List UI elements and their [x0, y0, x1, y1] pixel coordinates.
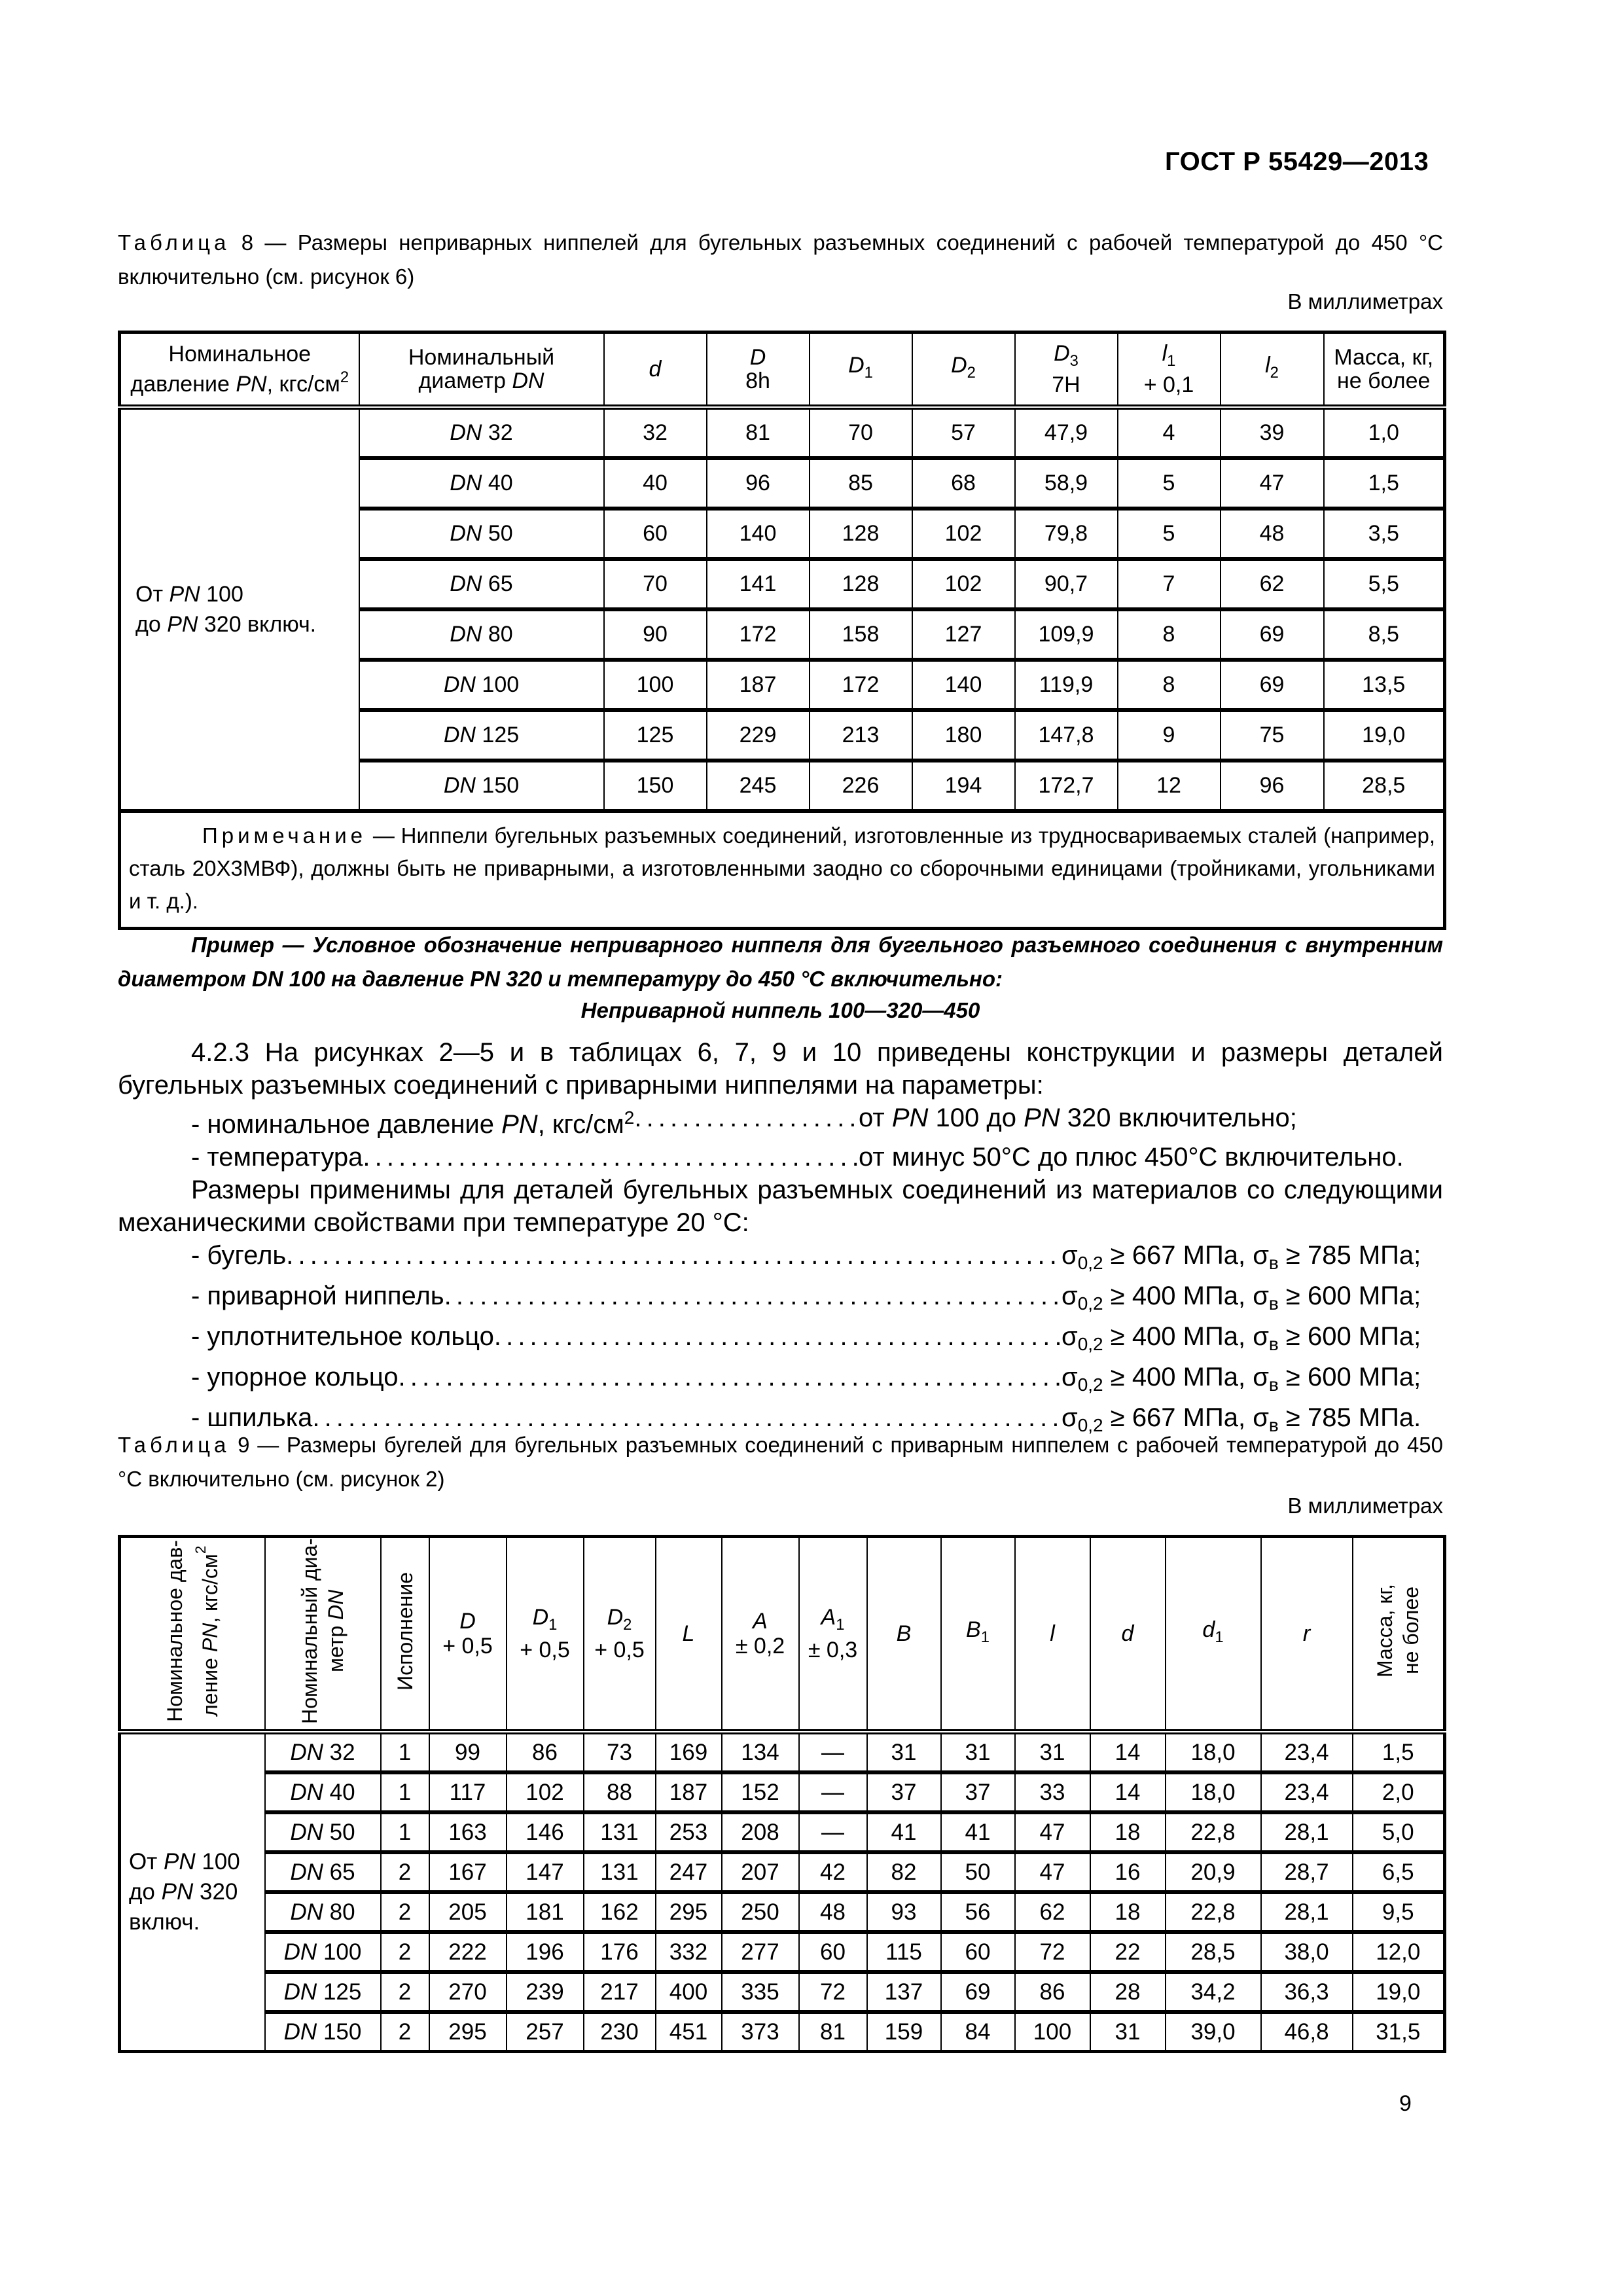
cell-variant: 1	[381, 1812, 429, 1852]
cell-d: 90	[604, 609, 707, 660]
table9-header-L: L	[656, 1537, 722, 1732]
cell-r: 23,4	[1261, 1732, 1353, 1772]
table8-caption-text: — Размеры неприварных ниппелей для бугельных разъемных соединений с рабочей температурой до 450 °С включительно (см. рисунок 6)	[118, 230, 1443, 289]
cell-mass: 13,5	[1324, 660, 1445, 710]
cell-l2: 47	[1221, 458, 1324, 509]
cell-A1: 60	[799, 1932, 867, 1972]
table8-note-row	[120, 811, 1445, 929]
cell-B1: 84	[941, 2012, 1015, 2052]
cell-A: 207	[722, 1852, 799, 1892]
cell-D2: 131	[584, 1852, 656, 1892]
cell-D: 187	[707, 660, 810, 710]
table8-pressure-group: От PN 100 до PN 320 включ.	[120, 407, 359, 811]
cell-D2: 162	[584, 1892, 656, 1932]
cell-mass: 19,0	[1353, 1972, 1445, 2012]
cell-d1: 22,8	[1166, 1892, 1261, 1932]
material-item: - шпилька . . . $\sigma_{0,2} \ge 667$ МПа, $\sigma_в \ge 785$ МПа.	[118, 1401, 1443, 1442]
table-row	[120, 1932, 1445, 1972]
cell-l2: 96	[1221, 761, 1324, 811]
cell-B1: 56	[941, 1892, 1015, 1932]
table8-header-D2: $D_2$	[912, 332, 1015, 408]
cell-l2: 62	[1221, 559, 1324, 609]
cell-l: 47	[1015, 1852, 1090, 1892]
cell-variant: 2	[381, 1892, 429, 1932]
table8-caption-number: 8	[241, 230, 254, 255]
cell-dn: DN 32	[265, 1732, 381, 1772]
cell-B: 137	[867, 1972, 941, 2012]
cell-D3: 172,7	[1015, 761, 1118, 811]
cell-d1: 39,0	[1166, 2012, 1261, 2052]
table9-header-r: r	[1261, 1537, 1353, 1732]
cell-A: 335	[722, 1972, 799, 2012]
table9-caption-label: Таблица	[118, 1433, 230, 1457]
cell-D1: 70	[810, 407, 912, 458]
cell-A1: 48	[799, 1892, 867, 1932]
cell-l2: 39	[1221, 407, 1324, 458]
table8-header-pn: Номинальное давление PN, кгс/$см^2$	[120, 332, 359, 408]
table-row	[120, 407, 1445, 458]
cell-D: 229	[707, 710, 810, 761]
cell-L: 400	[656, 1972, 722, 2012]
note-label: Примечание	[202, 823, 367, 848]
cell-D: 172	[707, 609, 810, 660]
cell-B1: 37	[941, 1772, 1015, 1812]
cell-d: 100	[604, 660, 707, 710]
cell-D: 140	[707, 509, 810, 559]
cell-D: 96	[707, 458, 810, 509]
table9-header-row	[120, 1537, 1445, 1732]
cell-D: 222	[429, 1932, 507, 1972]
cell-l2: 69	[1221, 609, 1324, 660]
cell-mass: 28,5	[1324, 761, 1445, 811]
material-item: - бугель . . . $\sigma_{0,2} \ge 667$ МПа, $\sigma_в \ge 785$ МПа;	[118, 1239, 1443, 1280]
cell-D1: 86	[507, 1732, 584, 1772]
cell-dn: DN 150	[359, 761, 604, 811]
cell-d: 22	[1090, 1932, 1166, 1972]
cell-D2: 217	[584, 1972, 656, 2012]
cell-dn: DN 65	[265, 1852, 381, 1892]
cell-r: 36,3	[1261, 1972, 1353, 2012]
cell-variant: 1	[381, 1732, 429, 1772]
cell-l1: 7	[1118, 559, 1221, 609]
cell-mass: 9,5	[1353, 1892, 1445, 1932]
cell-l2: 48	[1221, 509, 1324, 559]
example-text: Пример — Условное обозначение неприварного ниппеля для бугельного разъемного соединения с внутренним диаметром DN 100 на давление PN 320 и температуру до 450 °С включительно:	[118, 933, 1443, 991]
cell-D1: 196	[507, 1932, 584, 1972]
cell-dn: DN 80	[359, 609, 604, 660]
cell-D2: 230	[584, 2012, 656, 2052]
cell-l1: 12	[1118, 761, 1221, 811]
cell-d1: 34,2	[1166, 1972, 1261, 2012]
cell-d: 28	[1090, 1972, 1166, 2012]
cell-D3: 47,9	[1015, 407, 1118, 458]
cell-d1: 28,5	[1166, 1932, 1261, 1972]
cell-l1: 8	[1118, 660, 1221, 710]
cell-D2: 68	[912, 458, 1015, 509]
cell-L: 253	[656, 1812, 722, 1852]
materials-list	[118, 1239, 1443, 1442]
cell-D1: 257	[507, 2012, 584, 2052]
cell-mass: 5,5	[1324, 559, 1445, 609]
cell-L: 332	[656, 1932, 722, 1972]
cell-d: 18	[1090, 1892, 1166, 1932]
table9-header-pn: Номинальное дав- ление PN, кгс/$см^2$	[120, 1537, 265, 1732]
cell-D3: 58,9	[1015, 458, 1118, 509]
cell-L: 451	[656, 2012, 722, 2052]
cell-dn: DN 32	[359, 407, 604, 458]
cell-B1: 60	[941, 1932, 1015, 1972]
cell-A1: 72	[799, 1972, 867, 2012]
table8-header-D1: $D_1$	[810, 332, 912, 408]
table9-header-d: d	[1090, 1537, 1166, 1732]
cell-A: 373	[722, 2012, 799, 2052]
cell-mass: 6,5	[1353, 1852, 1445, 1892]
cell-D2: 73	[584, 1732, 656, 1772]
cell-L: 247	[656, 1852, 722, 1892]
param-pressure-value: от PN 100 до PN 320 включительно;	[859, 1103, 1297, 1132]
cell-d: 14	[1090, 1732, 1166, 1772]
cell-l1: 8	[1118, 609, 1221, 660]
document-id: ГОСТ Р 55429—2013	[1165, 147, 1429, 176]
note-text: — Ниппели бугельных разъемных соединений, изготовленные из трудносвариваемых сталей (например, сталь 20Х3МВФ), должны быть не приварными, а изготовленными заодно со сборочными единицами (тройниками, угольниками и т. д.).	[129, 823, 1435, 913]
cell-r: 28,7	[1261, 1852, 1353, 1892]
cell-A: 152	[722, 1772, 799, 1812]
cell-l1: 5	[1118, 458, 1221, 509]
cell-mass: 31,5	[1353, 2012, 1445, 2052]
table9-caption	[118, 1428, 1443, 1496]
cell-dn: DN 100	[359, 660, 604, 710]
table8-units: В миллиметрах	[1287, 289, 1443, 314]
cell-r: 46,8	[1261, 2012, 1353, 2052]
table8-header-mass: Масса, кг, не более	[1324, 332, 1445, 408]
cell-dn: DN 150	[265, 2012, 381, 2052]
table8-caption	[118, 226, 1443, 294]
cell-B1: 31	[941, 1732, 1015, 1772]
cell-variant: 2	[381, 1852, 429, 1892]
cell-B: 82	[867, 1852, 941, 1892]
table9-header-B1: $B_1$	[941, 1537, 1015, 1732]
cell-D: 117	[429, 1772, 507, 1812]
table8-header-row	[120, 332, 1445, 408]
cell-D1: 181	[507, 1892, 584, 1932]
table8-header-D: D 8h	[707, 332, 810, 408]
cell-D: 245	[707, 761, 810, 811]
cell-l: 100	[1015, 2012, 1090, 2052]
cell-A: 134	[722, 1732, 799, 1772]
cell-B: 37	[867, 1772, 941, 1812]
cell-l1: 5	[1118, 509, 1221, 559]
table9-header-D1: $D_1$ + 0,5	[507, 1537, 584, 1732]
cell-variant: 2	[381, 1932, 429, 1972]
cell-mass: 2,0	[1353, 1772, 1445, 1812]
table9-header-dn: Номинальный диа- метр DN	[265, 1537, 381, 1732]
cell-D1: 213	[810, 710, 912, 761]
table-row	[120, 1852, 1445, 1892]
cell-A1: —	[799, 1812, 867, 1852]
cell-d: 18	[1090, 1812, 1166, 1852]
cell-D1: 85	[810, 458, 912, 509]
table-row	[120, 1892, 1445, 1932]
cell-l1: 9	[1118, 710, 1221, 761]
material-item: - упорное кольцо . . . $\sigma_{0,2} \ge 400$ МПа, $\sigma_в \ge 600$ МПа;	[118, 1361, 1443, 1401]
cell-d: 60	[604, 509, 707, 559]
cell-D3: 147,8	[1015, 710, 1118, 761]
table-row	[120, 1732, 1445, 1772]
cell-l: 33	[1015, 1772, 1090, 1812]
cell-mass: 1,0	[1324, 407, 1445, 458]
param-pressure: - номинальное давление PN, кгс/$см^2$ . . . от PN 100 до PN 320 включительно;	[118, 1102, 1443, 1141]
example-designation: Неприварной ниппель 100—320—450	[580, 998, 980, 1022]
leader-dots	[634, 1102, 859, 1141]
cell-d1: 18,0	[1166, 1732, 1261, 1772]
table9-pressure-group: От PN 100 до PN 320 включ.	[120, 1732, 265, 2052]
cell-D2: 88	[584, 1772, 656, 1812]
cell-mass: 19,0	[1324, 710, 1445, 761]
cell-r: 28,1	[1261, 1892, 1353, 1932]
cell-d: 32	[604, 407, 707, 458]
cell-dn: DN 80	[265, 1892, 381, 1932]
table-row	[120, 2012, 1445, 2052]
section-intro: 4.2.3 На рисунках 2—5 и в таблицах 6, 7, 9 и 10 приведены конструкции и размеры деталей бугельных разъемных соединений с приварными ниппелями на параметры:	[118, 1038, 1443, 1100]
cell-l: 31	[1015, 1732, 1090, 1772]
cell-l: 72	[1015, 1932, 1090, 1972]
cell-d1: 22,8	[1166, 1812, 1261, 1852]
table9-header-d1: $d_1$	[1166, 1537, 1261, 1732]
cell-D: 81	[707, 407, 810, 458]
cell-dn: DN 50	[359, 509, 604, 559]
page-number: 9	[1399, 2091, 1412, 2116]
cell-l: 62	[1015, 1892, 1090, 1932]
cell-D: 270	[429, 1972, 507, 2012]
cell-D3: 109,9	[1015, 609, 1118, 660]
cell-A: 250	[722, 1892, 799, 1932]
table-row	[120, 1812, 1445, 1852]
cell-D1: 158	[810, 609, 912, 660]
cell-r: 28,1	[1261, 1812, 1353, 1852]
cell-mass: 12,0	[1353, 1932, 1445, 1972]
cell-dn: DN 125	[359, 710, 604, 761]
cell-A1: —	[799, 1772, 867, 1812]
table9-header-mass: Масса, кг, не более	[1353, 1537, 1445, 1732]
leader-dots	[363, 1141, 859, 1174]
table9-caption-text: — Размеры бугелей для бугельных разъемных соединений с приварным ниппелем с рабочей температурой до 450 °С включительно (см. рисунок 2)	[118, 1433, 1444, 1491]
cell-mass: 5,0	[1353, 1812, 1445, 1852]
table8-header-l2: $l_2$	[1221, 332, 1324, 408]
table8-note	[120, 811, 1445, 929]
table9-header-D2: $D_2$ + 0,5	[584, 1537, 656, 1732]
cell-D: 295	[429, 2012, 507, 2052]
table9-caption-number: 9	[238, 1433, 250, 1457]
cell-dn: DN 65	[359, 559, 604, 609]
cell-dn: DN 125	[265, 1972, 381, 2012]
cell-D2: 102	[912, 559, 1015, 609]
cell-mass: 1,5	[1324, 458, 1445, 509]
cell-r: 38,0	[1261, 1932, 1353, 1972]
cell-D3: 79,8	[1015, 509, 1118, 559]
cell-D1: 128	[810, 509, 912, 559]
cell-A1: —	[799, 1732, 867, 1772]
cell-d: 40	[604, 458, 707, 509]
cell-mass: 1,5	[1353, 1732, 1445, 1772]
cell-D2: 176	[584, 1932, 656, 1972]
table9	[118, 1535, 1446, 2053]
param-temperature-value: от минус 50°С до плюс 450°С включительно.	[859, 1143, 1404, 1172]
cell-D1: 147	[507, 1852, 584, 1892]
cell-l2: 69	[1221, 660, 1324, 710]
materials-intro: Размеры применимы для деталей бугельных разъемных соединений из материалов со следующими механическими свойствами при температуре 20 °С:	[118, 1175, 1443, 1237]
cell-D2: 57	[912, 407, 1015, 458]
table-row	[120, 1772, 1445, 1812]
cell-d: 31	[1090, 2012, 1166, 2052]
cell-variant: 2	[381, 2012, 429, 2052]
cell-mass: 8,5	[1324, 609, 1445, 660]
cell-A: 208	[722, 1812, 799, 1852]
cell-D: 99	[429, 1732, 507, 1772]
cell-D2: 140	[912, 660, 1015, 710]
cell-D2: 194	[912, 761, 1015, 811]
cell-A1: 81	[799, 2012, 867, 2052]
cell-d: 150	[604, 761, 707, 811]
cell-D1: 239	[507, 1972, 584, 2012]
cell-B1: 50	[941, 1852, 1015, 1892]
cell-variant: 1	[381, 1772, 429, 1812]
cell-D: 205	[429, 1892, 507, 1932]
cell-L: 187	[656, 1772, 722, 1812]
cell-variant: 2	[381, 1972, 429, 2012]
cell-D: 167	[429, 1852, 507, 1892]
cell-D3: 119,9	[1015, 660, 1118, 710]
material-item: - приварной ниппель . . . $\sigma_{0,2} \ge 400$ МПа, $\sigma_в \ge 600$ МПа;	[118, 1280, 1443, 1320]
cell-d: 16	[1090, 1852, 1166, 1892]
table9-header-variant: Исполнение	[381, 1537, 429, 1732]
cell-D1: 226	[810, 761, 912, 811]
cell-d1: 18,0	[1166, 1772, 1261, 1812]
cell-d: 70	[604, 559, 707, 609]
section-4-2-3	[118, 1036, 1443, 1442]
cell-dn: DN 40	[359, 458, 604, 509]
cell-l: 86	[1015, 1972, 1090, 2012]
cell-B: 41	[867, 1812, 941, 1852]
table8-header-l1: $l_1$ + 0,1	[1118, 332, 1221, 408]
table8-caption-label: Таблица	[118, 230, 230, 255]
table9-header-l: l	[1015, 1537, 1090, 1732]
cell-l: 47	[1015, 1812, 1090, 1852]
table-row	[120, 1972, 1445, 2012]
table9-header-A: A ± 0,2	[722, 1537, 799, 1732]
cell-D3: 90,7	[1015, 559, 1118, 609]
cell-B1: 69	[941, 1972, 1015, 2012]
cell-d1: 20,9	[1166, 1852, 1261, 1892]
cell-dn: DN 40	[265, 1772, 381, 1812]
cell-L: 169	[656, 1732, 722, 1772]
cell-D1: 146	[507, 1812, 584, 1852]
cell-A1: 42	[799, 1852, 867, 1892]
cell-D2: 180	[912, 710, 1015, 761]
cell-B: 115	[867, 1932, 941, 1972]
cell-D1: 102	[507, 1772, 584, 1812]
cell-B: 93	[867, 1892, 941, 1932]
table8-header-dn: Номинальный диаметр DN	[359, 332, 604, 408]
table8	[118, 331, 1446, 930]
cell-D: 163	[429, 1812, 507, 1852]
cell-A: 277	[722, 1932, 799, 1972]
cell-r: 23,4	[1261, 1772, 1353, 1812]
param-temperature: - температура . . . от минус 50°С до плюс 450°С включительно.	[118, 1141, 1443, 1174]
table9-header-A1: $A_1$ ± 0,3	[799, 1537, 867, 1732]
cell-L: 295	[656, 1892, 722, 1932]
table8-header-D3: $D_3$ 7H	[1015, 332, 1118, 408]
table9-units: В миллиметрах	[1287, 1494, 1443, 1518]
cell-D2: 127	[912, 609, 1015, 660]
cell-dn: DN 50	[265, 1812, 381, 1852]
cell-D1: 128	[810, 559, 912, 609]
cell-d: 125	[604, 710, 707, 761]
cell-mass: 3,5	[1324, 509, 1445, 559]
table9-header-D: D + 0,5	[429, 1537, 507, 1732]
table9-header-B: B	[867, 1537, 941, 1732]
cell-B: 159	[867, 2012, 941, 2052]
cell-l1: 4	[1118, 407, 1221, 458]
table8-header-d: d	[604, 332, 707, 408]
cell-d: 14	[1090, 1772, 1166, 1812]
material-item: - уплотнительное кольцо . . . $\sigma_{0,2} \ge 400$ МПа, $\sigma_в \ge 600$ МПа;	[118, 1320, 1443, 1361]
cell-D2: 131	[584, 1812, 656, 1852]
cell-D1: 172	[810, 660, 912, 710]
cell-dn: DN 100	[265, 1932, 381, 1972]
cell-B: 31	[867, 1732, 941, 1772]
cell-D2: 102	[912, 509, 1015, 559]
cell-l2: 75	[1221, 710, 1324, 761]
cell-D: 141	[707, 559, 810, 609]
cell-B1: 41	[941, 1812, 1015, 1852]
